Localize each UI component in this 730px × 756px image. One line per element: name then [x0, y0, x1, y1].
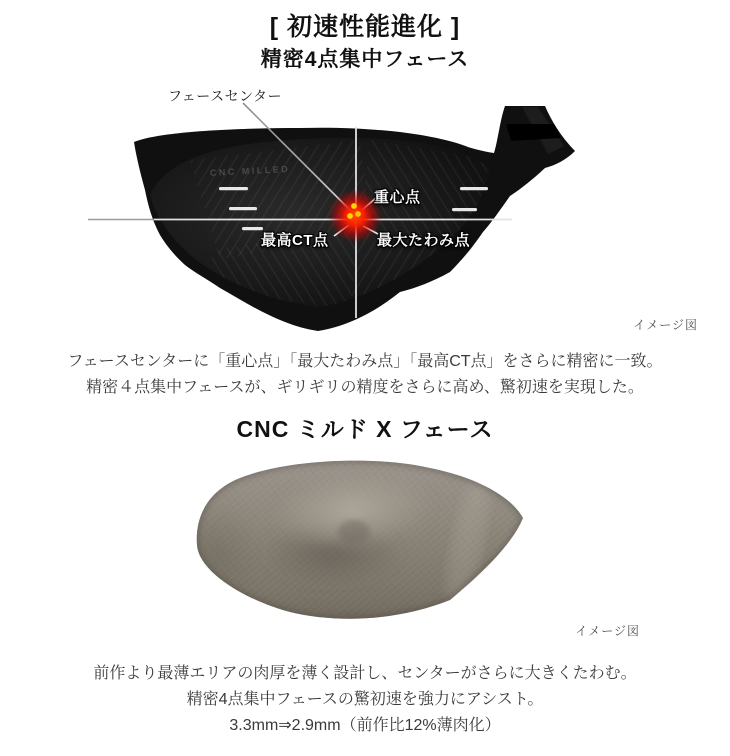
face-plate-photo	[150, 450, 550, 635]
plate-edge-shade	[157, 500, 267, 610]
image-caption-1: イメージ図	[633, 318, 698, 332]
section1-paragraph-line: 精密４点集中フェースが、ギリギリの精度をさらに高め、驚初速を実現した。	[86, 379, 644, 396]
max-ct-point-label: 最高CT点	[261, 232, 329, 249]
plate-edge-shade	[170, 595, 550, 635]
section2-paragraph-line: 3.3mm⇒2.9mm（前作比12%薄肉化）	[229, 717, 501, 734]
face-center-label: フェースセンター	[168, 88, 283, 104]
ferrule-band	[506, 124, 561, 141]
gravity-point-label: 重心点	[374, 189, 421, 206]
section2-title: CNC ミルド X フェース	[236, 416, 494, 442]
image-caption-2: イメージ図	[575, 624, 640, 638]
impact-dot	[347, 213, 353, 219]
section1-paragraph-line: フェースセンターに「重心点」「最大たわみ点」「最高CT点」をさらに精密に一致。	[67, 353, 663, 370]
impact-dot	[355, 211, 361, 217]
section2-paragraph-line: 精密4点集中フェースの驚初速を強力にアシスト。	[186, 691, 544, 708]
max-flex-point-label: 最大たわみ点	[377, 232, 471, 249]
driver-face-photo	[70, 100, 680, 340]
cnc-milled-text: CNC MILLED	[209, 163, 291, 178]
impact-dot	[351, 203, 357, 209]
page-title: [ 初速性能進化 ]	[269, 13, 461, 41]
bump-dimple	[338, 520, 370, 544]
section2-paragraph-line: 前作より最薄エリアの肉厚を薄く設計し、センターがさらに大きくたわむ。	[93, 665, 637, 682]
section1-subtitle: 精密4点集中フェース	[260, 48, 470, 71]
